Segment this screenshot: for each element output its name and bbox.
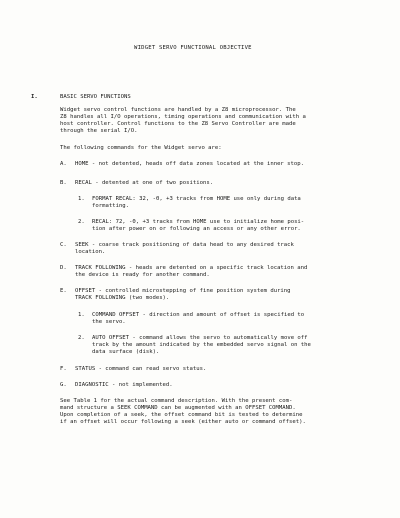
section-heading: BASIC SERVO FUNCTIONS (60, 94, 131, 100)
item-label: B. (60, 180, 67, 186)
subitem-text: tion after power on or following an access or any other error. (92, 226, 301, 232)
document-title: WIDGET SERVO FUNCTIONAL OBJECTIVE (134, 45, 252, 51)
item-label: F. (60, 366, 67, 372)
item-text: HOME - not detented, heads off data zones located at the inner stop. (75, 161, 305, 167)
item-text: TRACK FOLLOWING (two modes). (75, 295, 170, 301)
item-label: G. (60, 382, 67, 388)
intro-line: through the serial I/O. (60, 128, 138, 134)
footer-line: if an offset will occur following a seek (either auto or command offset). (60, 419, 306, 425)
item-text: DIAGNOSTIC - not implemented. (75, 382, 173, 388)
subitem-text: formatting. (92, 203, 130, 209)
intro-line: host controller. Control functions to the Z8 Servo Controller are made (60, 121, 296, 127)
item-text: RECAL - detented at one of two positions. (75, 180, 214, 186)
subitem-text: FORMAT RECAL: 32, -0, +3 tracks from HOME use only during data (92, 196, 301, 202)
item-label: D. (60, 265, 67, 271)
subitem-label: 2. (78, 335, 85, 341)
footer-line: See Table 1 for the actual command description. With the present com- (60, 398, 293, 404)
item-label: E. (60, 288, 67, 294)
subitem-text: AUTO OFFSET - command allows the servo to automatically move off (92, 335, 308, 341)
subitem-text: data surface (disk). (92, 349, 160, 355)
subitem-text: the servo. (92, 319, 126, 325)
item-label: C. (60, 242, 67, 248)
item-text: TRACK FOLLOWING - heads are detented on a specific track location and (75, 265, 308, 271)
item-text: SEEK - coarse track positioning of data head to any desired track (75, 242, 294, 248)
subitem-label: 2. (78, 219, 85, 225)
footer-line: mand structure a SEEK COMMAND can be augmented with an OFFSET COMMAND. (60, 405, 296, 411)
commands-intro: The following commands for the Widget servo are: (60, 145, 222, 151)
subitem-text: COMMAND OFFSET - direction and amount of offset is specified to (92, 312, 305, 318)
item-text: location. (75, 249, 106, 255)
section-number: I. (31, 94, 38, 100)
intro-line: Widget servo control functions are handled by a Z8 microprocessor. The (60, 107, 296, 113)
item-text: OFFSET - controlled microstepping of fine position system during (75, 288, 291, 294)
intro-line: Z8 handles all I/O operations, timing operations and communication with a (60, 114, 306, 120)
subitem-text: track by the amount indicated by the embedded servo signal on the (92, 342, 311, 348)
subitem-label: 1. (78, 196, 85, 202)
footer-line: Upon completion of a seek, the offset command bit is tested to determine (60, 412, 303, 418)
subitem-text: RECAL: 72, -0, +3 tracks from HOME use to initialize home posi- (92, 219, 305, 225)
item-text: the device is ready for another command. (75, 272, 210, 278)
item-label: A. (60, 161, 67, 167)
item-text: STATUS - command can read servo status. (75, 366, 207, 372)
subitem-label: 1. (78, 312, 85, 318)
